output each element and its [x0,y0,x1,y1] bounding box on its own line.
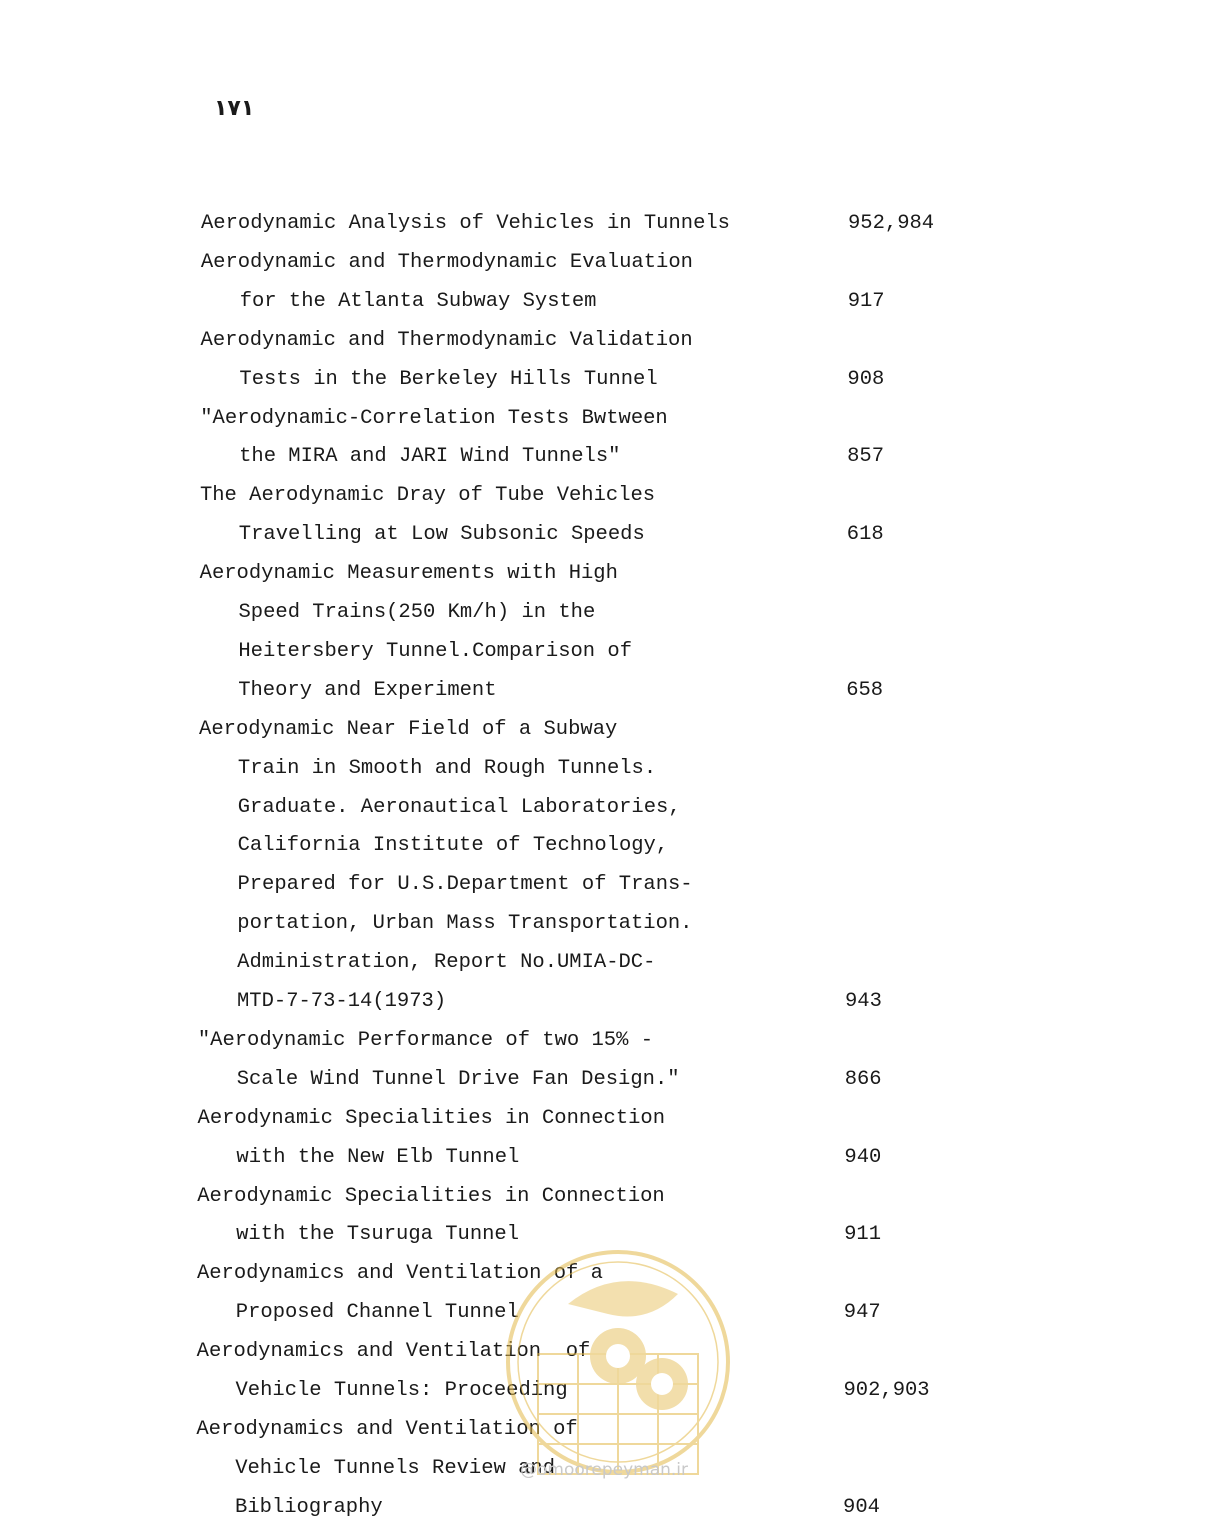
entry-continuation-line: MTD-7-73-14(1973) [237,990,447,1013]
entry-continuation-line: the MIRA and JARI Wind Tunnels" [239,445,621,469]
entry-title-line: Aerodynamic Analysis of Vehicles in Tunnels [201,212,730,235]
entry-title-line: Aerodynamics and Ventilation of [196,1340,591,1364]
entry-title-line: Aerodynamic Near Field of a Subway [199,717,618,741]
entry-continuation-line: Vehicle Tunnels: Proceeding [235,1379,568,1402]
entry-title-line: Aerodynamic and Thermodynamic Evaluation [200,250,693,274]
entry-continuation-line: Prepared for U.S.Department of Trans- [237,873,693,897]
entry-title-line: Aerodynamic Measurements with High [199,562,618,586]
entry-continuation-line: Travelling at Low Subsonic Speeds [238,523,645,547]
entry-page-reference: 947 [843,1301,881,1325]
entry-title-line: Aerodynamic Specialities in Connection [197,1106,666,1130]
entry-continuation-line: Administration, Report No.UMIA-DC- [237,951,656,975]
entry-continuation-line: Scale Wind Tunnel Drive Fan Design." [236,1067,680,1091]
entry-continuation-line: Bibliography [235,1495,383,1519]
entry-continuation-line: Proposed Channel Tunnel [235,1301,519,1325]
entry-continuation-line: with the New Elb Tunnel [236,1145,520,1169]
entry-continuation-line: Graduate. Aeronautical Laboratories, [237,795,681,819]
entry-continuation-line: Train in Smooth and Rough Tunnels. [237,756,657,780]
entry-continuation-line: California Institute of Technology, [237,834,669,858]
entry-title-line: The Aerodynamic Dray of Tube Vehicles [199,484,656,508]
entry-title-line: Aerodynamics and Ventilation of [196,1417,578,1441]
entry-continuation-line: Vehicle Tunnels Review and [235,1456,556,1480]
page-number: ۱۷۱ [214,96,255,121]
entry-page-reference: 866 [844,1067,882,1091]
entry-page-reference: 902,903 [843,1379,930,1402]
entry-page-reference: 908 [847,367,885,391]
entry-continuation-line: Theory and Experiment [238,678,497,702]
entry-page-reference: 917 [847,289,885,313]
entry-page-reference: 857 [847,445,884,469]
entry-page-reference: 911 [844,1223,881,1247]
entry-title-line: Aerodynamics and Ventilation of a [196,1262,603,1286]
entry-title-line: Aerodynamic and Thermodynamic Validation [200,328,693,352]
entry-page-reference: 940 [844,1145,882,1169]
entry-continuation-line: Heitersbery Tunnel.Comparison of [238,639,633,663]
entry-page-reference: 618 [846,523,884,547]
entry-page-reference: 658 [846,678,884,702]
entry-page-reference: 943 [845,990,882,1013]
entry-continuation-line: Speed Trains(250 Km/h) in the [238,601,596,624]
entry-title-line: "Aerodynamic-Correlation Tests Bwtween [200,406,668,430]
entry-title-line: "Aerodynamic Performance of two 15% - [197,1028,654,1052]
entry-page-reference: 904 [843,1495,880,1519]
entry-continuation-line: portation, Urban Mass Transportation. [237,912,693,936]
entry-page-reference: 952,984 [848,212,935,235]
entry-continuation-line: Tests in the Berkeley Hills Tunnel [239,367,658,391]
entry-continuation-line: for the Atlanta Subway System [239,289,597,313]
entry-title-line: Aerodynamic Specialities in Connection [197,1184,665,1208]
watermark-text: @omoorepeyman.ir [520,1460,689,1480]
entry-continuation-line: with the Tsuruga Tunnel [236,1223,520,1247]
